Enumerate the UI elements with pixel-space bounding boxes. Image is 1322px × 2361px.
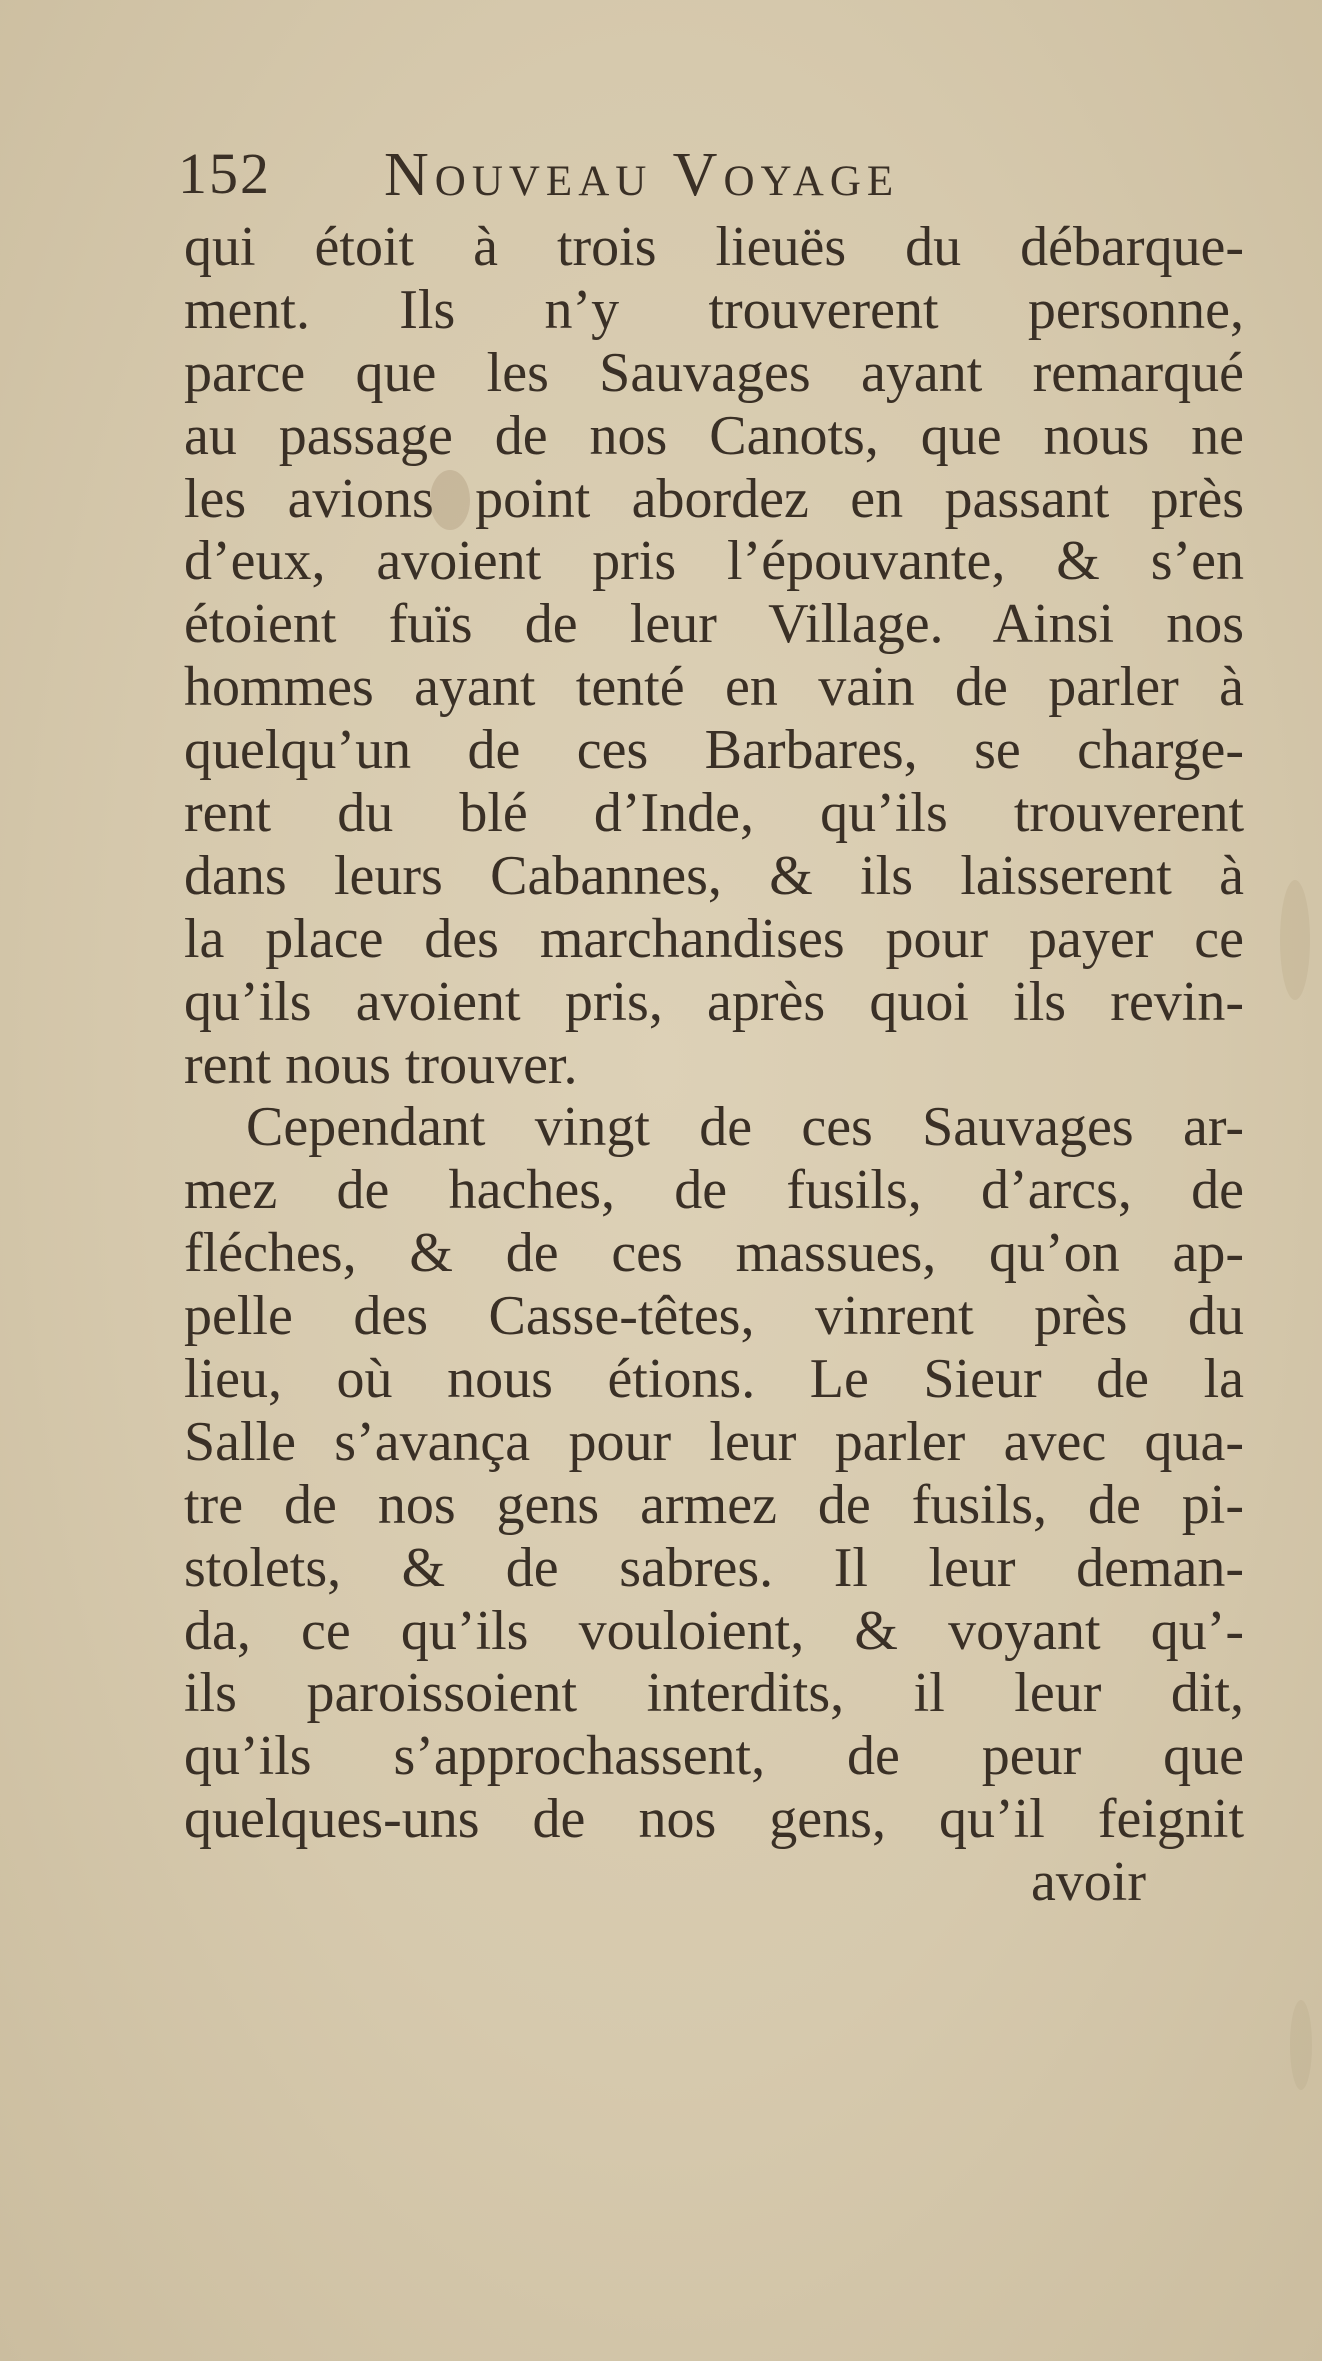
paragraph-end-line: rent nous trouver.	[184, 1033, 578, 1096]
text-line: les avions point abordez en passant près	[184, 467, 1244, 530]
running-title: Nouveau Voyage	[384, 141, 900, 209]
text-line: quelques-uns de nos gens, qu’il feignit	[184, 1788, 1244, 1851]
text-line: quelqu’un de ces Barbares, se charge-	[184, 719, 1244, 782]
text-line: mez de haches, de fusils, d’arcs, de	[184, 1159, 1244, 1222]
text-line: hommes ayant tenté en vain de parler à	[184, 656, 1244, 719]
text-line: tre de nos gens armez de fusils, de pi-	[184, 1473, 1244, 1536]
body-text	[184, 216, 1244, 1914]
text-line: Salle s’avança pour leur parler avec qua-	[184, 1410, 1244, 1473]
page-header	[178, 140, 1138, 220]
text-line: la place des marchandises pour payer ce	[184, 907, 1244, 970]
text-line: au passage de nos Canots, que nous ne	[184, 404, 1244, 467]
text-line: pelle des Casse-têtes, vinrent près du	[184, 1285, 1244, 1348]
page-number: 152	[178, 141, 271, 206]
edge-stain	[1280, 880, 1310, 1000]
text-line: ils paroissoient interdits, il leur dit,	[184, 1662, 1244, 1725]
text-line: qu’ils avoient pris, après quoi ils revin-	[184, 970, 1244, 1033]
text-line: parce que les Sauvages ayant remarqué	[184, 341, 1244, 404]
text-line: qu’ils s’approchassent, de peur que	[184, 1725, 1244, 1788]
text-line: lieu, où nous étions. Le Sieur de la	[184, 1348, 1244, 1411]
text-line: étoient fuïs de leur Village. Ainsi nos	[184, 593, 1244, 656]
text-line: da, ce qu’ils vouloient, & voyant qu’-	[184, 1599, 1244, 1662]
paragraph-start-line: Cependant vingt de ces Sauvages ar-	[246, 1096, 1244, 1159]
text-line: stolets, & de sabres. Il leur deman-	[184, 1536, 1244, 1599]
text-line: dans leurs Cabannes, & ils laisserent à	[184, 844, 1244, 907]
text-line: ment. Ils n’y trouverent personne,	[184, 278, 1244, 341]
text-line: rent du blé d’Inde, qu’ils trouverent	[184, 782, 1244, 845]
text-line: qui étoit à trois lieuës du débarque-	[184, 216, 1244, 278]
edge-stain-lower	[1290, 2000, 1312, 2090]
text-line: d’eux, avoient pris l’épouvante, & s’en	[184, 530, 1244, 593]
catchword: avoir	[1030, 1851, 1146, 1914]
text-line: fléches, & de ces massues, qu’on ap-	[184, 1222, 1244, 1285]
